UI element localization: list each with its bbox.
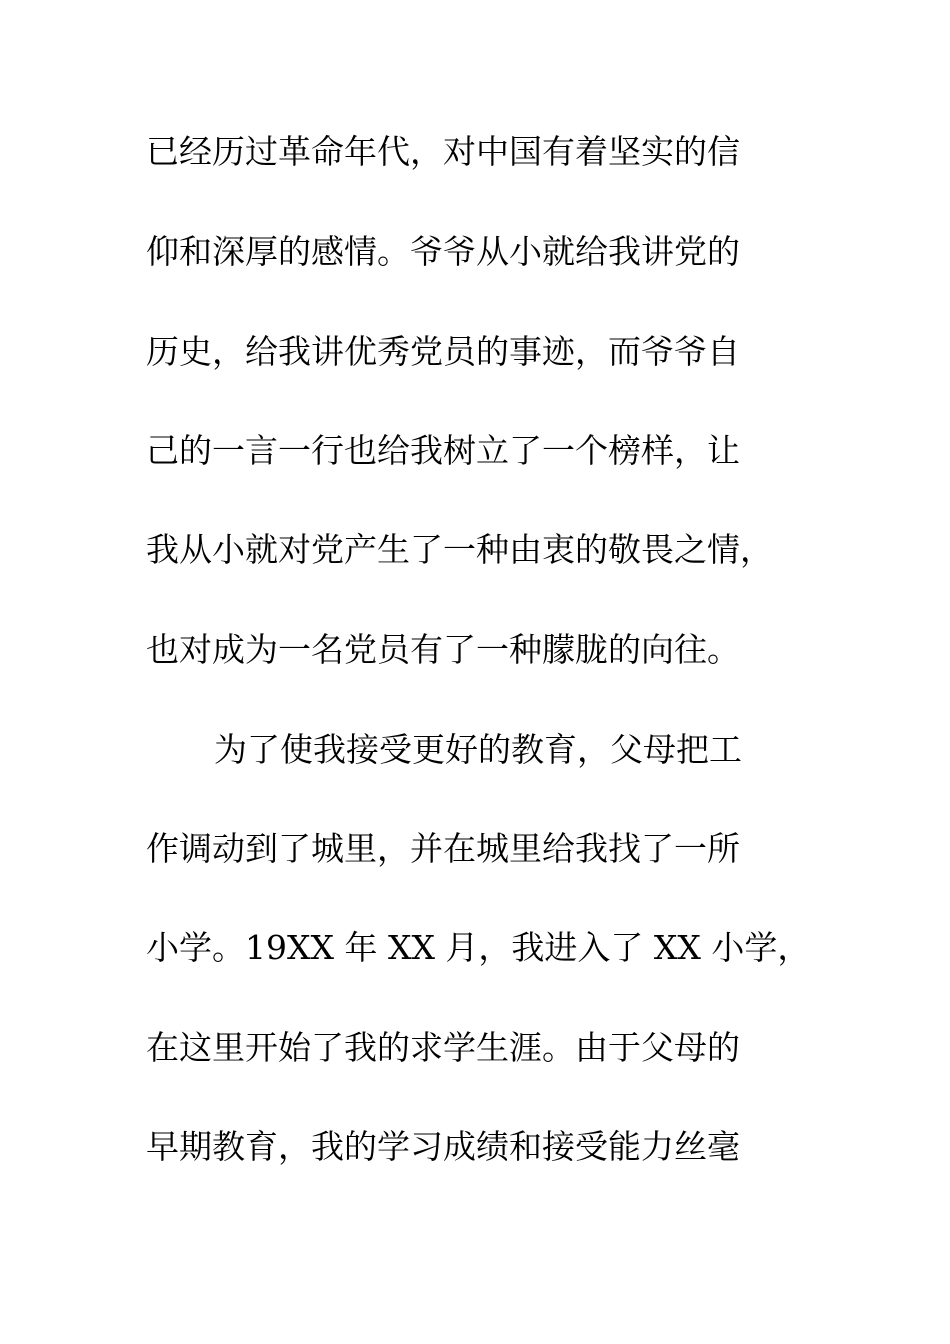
text-line-1: 已经历过革命年代，对中国有着坚实的信: [146, 132, 740, 171]
paragraph-start-line: 为了使我接受更好的教育，父母把工: [214, 730, 742, 769]
text-line-4: 己的一言一行也给我树立了一个榜样，让: [146, 431, 740, 470]
text-line-8: 作调动到了城里，并在城里给我找了一所: [146, 829, 740, 868]
text-line-10: 在这里开始了我的求学生涯。由于父母的: [146, 1028, 740, 1067]
text-line-2: 仰和深厚的感情。爷爷从小就给我讲党的: [146, 232, 740, 271]
text-line-3: 历史，给我讲优秀党员的事迹，而爷爷自: [146, 332, 740, 371]
text-line-9: 小学。19XX 年 XX 月，我进入了 XX 小学，: [146, 928, 811, 967]
text-line-5: 我从小就对党产生了一种由衷的敬畏之情，: [146, 530, 773, 569]
text-line-6: 也对成为一名党员有了一种朦胧的向往。: [146, 630, 740, 669]
text-line-11: 早期教育，我的学习成绩和接受能力丝毫: [146, 1127, 740, 1166]
